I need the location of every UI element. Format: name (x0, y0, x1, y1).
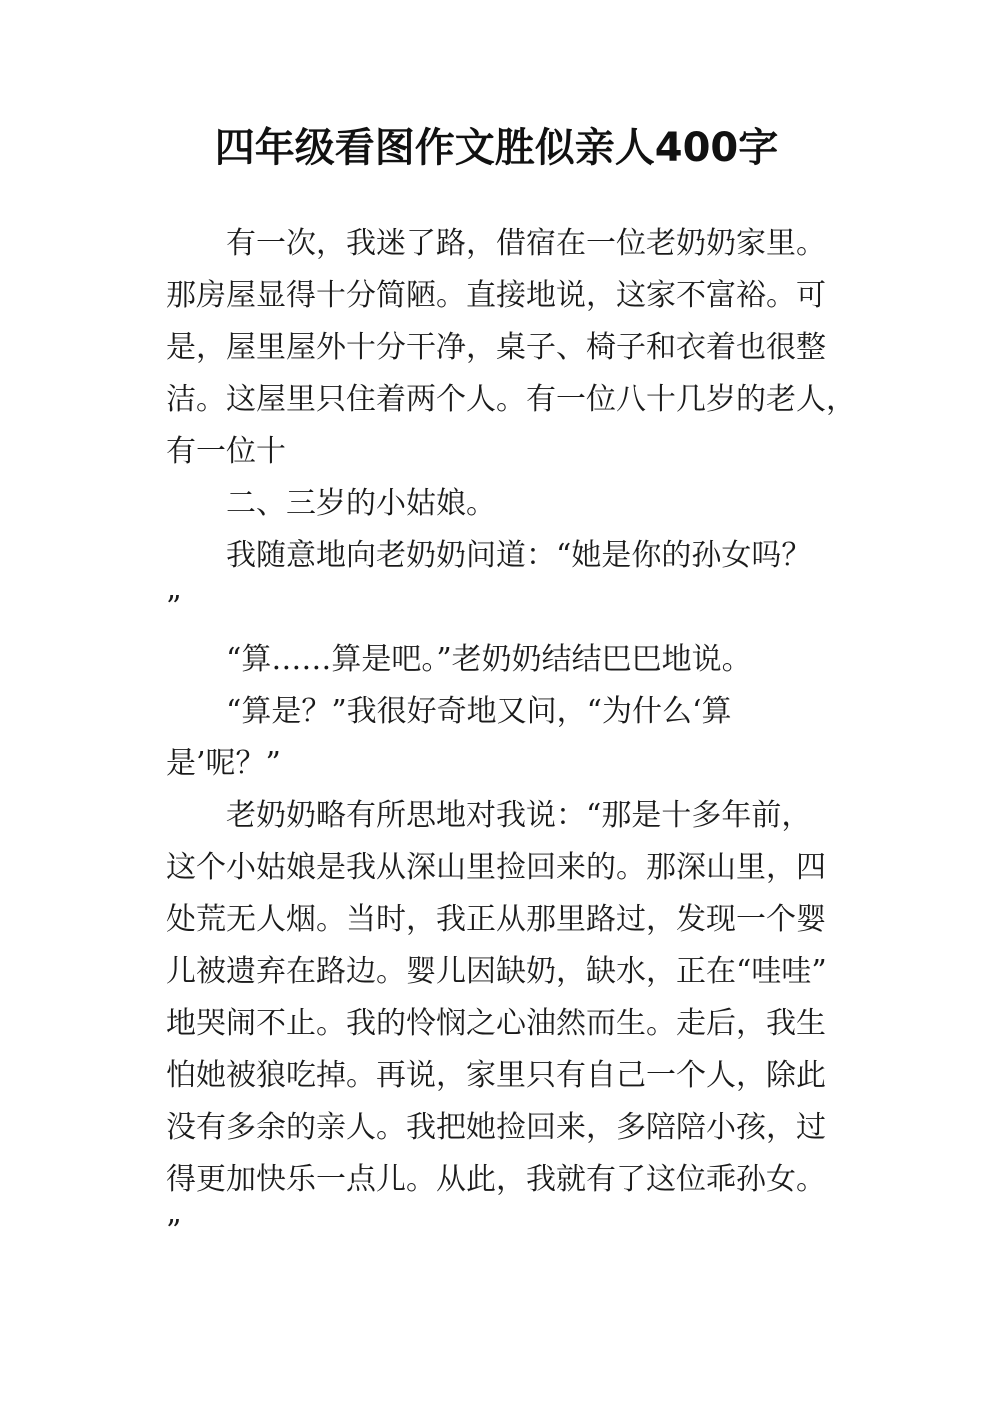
text-line: 这个小姑娘是我从深山里捡回来的。那深山里，四 (166, 850, 826, 885)
text-line: 得更加快乐一点儿。从此，我就有了这位乖孙女。 (166, 1162, 826, 1197)
text-line: 处荒无人烟。当时，我正从那里路过，发现一个婴 (166, 902, 826, 937)
text-line: 是，屋里屋外十分干净，桌子、椅子和衣着也很整 (166, 330, 826, 365)
text-line: 没有多余的亲人。我把她捡回来，多陪陪小孩，过 (166, 1110, 826, 1145)
essay-body (166, 218, 856, 1258)
text-line: 老奶奶略有所思地对我说：“那是十多年前， (226, 798, 812, 833)
text-line: 二、三岁的小姑娘。 (226, 486, 496, 521)
text-line: 那房屋显得十分简陋。直接地说，这家不富裕。可 (166, 278, 826, 313)
text-line: 有一位十 (166, 434, 286, 469)
text-line: 洁。这屋里只住着两个人。有一位八十几岁的老人， (166, 382, 856, 417)
text-line: 怕她被狼吃掉。再说，家里只有自己一个人，除此 (166, 1058, 826, 1093)
text-line: 儿被遗弃在路边。婴儿因缺奶，缺水，正在“哇哇” (166, 954, 827, 989)
text-line: ” (166, 590, 182, 625)
text-line: 是’呢？” (166, 746, 281, 781)
text-line: “算是？”我很好奇地又问，“为什么‘算 (226, 694, 732, 729)
page-title: 四年级看图作文胜似亲人400字 (214, 125, 779, 171)
text-line: 有一次，我迷了路，借宿在一位老奶奶家里。 (226, 226, 826, 261)
text-line: ” (166, 1214, 182, 1249)
text-line: 我随意地向老奶奶问道：“她是你的孙女吗？ (226, 538, 812, 573)
text-line: 地哭闹不止。我的怜悯之心油然而生。走后，我生 (166, 1006, 826, 1041)
text-line: “算……算是吧。”老奶奶结结巴巴地说。 (226, 642, 752, 677)
